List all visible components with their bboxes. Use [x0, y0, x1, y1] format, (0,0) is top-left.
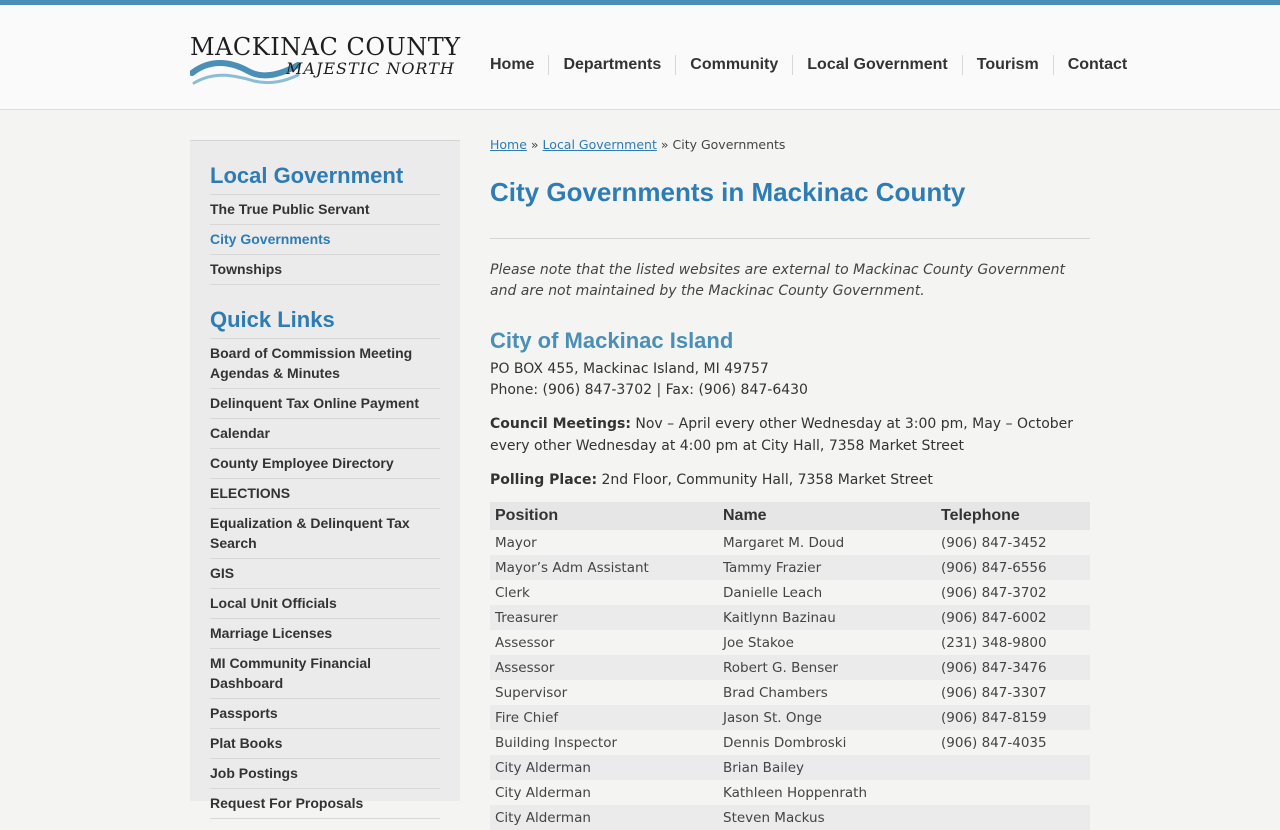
external-links-note: Please note that the listed websites are external to Mackinac County Government and are not maintained by the Mackinac County Government.: [490, 262, 1065, 299]
cell-position: Building Inspector: [495, 734, 618, 751]
table-row: [490, 605, 1090, 630]
cell-position: Treasurer: [490, 605, 718, 630]
breadcrumb-local-government[interactable]: Local Government: [542, 137, 657, 152]
council-meetings: [490, 413, 1090, 457]
sidebar-item-townships[interactable]: Townships: [210, 255, 440, 285]
sidebar: [190, 140, 460, 811]
table-row: [490, 655, 1090, 680]
table-row: [490, 555, 1090, 580]
cell-telephone: (906) 847-6002: [936, 605, 1090, 630]
cell-name: Jason St. Onge: [718, 705, 936, 730]
table-row: [490, 780, 1090, 805]
quick-link-gis[interactable]: GIS: [210, 559, 440, 589]
cell-telephone: (906) 847-4035: [941, 734, 1047, 751]
quick-link-employee-directory[interactable]: County Employee Directory: [210, 449, 440, 479]
phone-fax-line: Phone: (906) 847-3702 | Fax: (906) 847-6430: [490, 382, 808, 398]
breadcrumb-home[interactable]: Home: [490, 137, 527, 152]
quick-link-request-for-proposals[interactable]: Request For Proposals: [210, 789, 440, 819]
table-row: [490, 580, 1090, 605]
wave-icon: [190, 53, 300, 89]
sidebar-heading-quick-links: Quick Links: [210, 307, 335, 332]
cell-telephone: [936, 755, 1090, 780]
cell-position: City Alderman: [495, 784, 591, 801]
main-nav: [480, 55, 1141, 75]
sidebar-item-true-public-servant[interactable]: The True Public Servant: [210, 195, 440, 225]
nav-home[interactable]: Home: [490, 56, 535, 73]
breadcrumb-separator: »: [530, 137, 539, 152]
cell-telephone: (906) 847-8159: [936, 705, 1090, 730]
cell-position: Supervisor: [495, 684, 568, 701]
cell-telephone: (906) 847-3476: [936, 655, 1090, 680]
officials-table: [490, 502, 1090, 830]
cell-telephone: (906) 847-3702: [941, 584, 1047, 601]
quick-link-equalization[interactable]: Equalization & Delinquent Tax Search: [210, 509, 440, 559]
cell-telephone: [936, 780, 1090, 805]
logo-title: MACKINAC COUNTY: [190, 33, 461, 61]
nav-contact[interactable]: Contact: [1053, 55, 1142, 75]
quick-link-passports[interactable]: Passports: [210, 699, 440, 729]
main-content: [490, 135, 1090, 830]
cell-name: Tammy Frazier: [718, 555, 936, 580]
address-line: PO BOX 455, Mackinac Island, MI 49757: [490, 361, 769, 377]
table-header-row: [490, 502, 1090, 530]
sidebar-heading-local-government: Local Government: [210, 163, 404, 188]
cell-position: Fire Chief: [490, 705, 718, 730]
cell-position: Clerk: [495, 584, 530, 601]
breadcrumb-separator: »: [660, 137, 669, 152]
breadcrumb-current: City Governments: [672, 137, 786, 152]
cell-name: Brian Bailey: [718, 755, 936, 780]
cell-name: Danielle Leach: [723, 584, 823, 601]
quick-link-board-of-commission[interactable]: Board of Commission Meeting Agendas & Minutes: [210, 339, 440, 389]
cell-position: City Alderman: [490, 755, 718, 780]
cell-telephone: (906) 847-3452: [941, 534, 1047, 551]
quick-link-job-postings[interactable]: Job Postings: [210, 759, 440, 789]
cell-name: Kathleen Hoppenrath: [723, 784, 868, 801]
column-header-position: Position: [490, 502, 718, 530]
column-header-name: Name: [718, 502, 936, 530]
nav-local-government[interactable]: Local Government: [792, 55, 961, 75]
page-title: City Governments in Mackinac County: [490, 177, 966, 207]
polling-place-text: 2nd Floor, Community Hall, 7358 Market Street: [601, 472, 933, 488]
cell-position: Assessor: [490, 655, 718, 680]
breadcrumb: [490, 135, 1090, 155]
table-row: [490, 680, 1090, 705]
cell-position: City Alderman: [490, 805, 718, 830]
site-header: [0, 5, 1280, 110]
quick-link-plat-books[interactable]: Plat Books: [210, 729, 440, 759]
nav-departments[interactable]: Departments: [548, 55, 675, 75]
table-row: [490, 730, 1090, 755]
table-row: [490, 530, 1090, 555]
cell-telephone: (906) 847-3307: [941, 684, 1047, 701]
quick-link-calendar[interactable]: Calendar: [210, 419, 440, 449]
cell-telephone: (231) 348-9800: [941, 634, 1047, 651]
cell-position: Assessor: [495, 634, 555, 651]
city-address: [490, 359, 1090, 401]
quick-link-marriage-licenses[interactable]: Marriage Licenses: [210, 619, 440, 649]
cell-name: Brad Chambers: [723, 684, 828, 701]
polling-place-label: Polling Place:: [490, 472, 598, 488]
quick-link-elections[interactable]: ELECTIONS: [210, 479, 440, 509]
table-row: [490, 705, 1090, 730]
cell-name: Robert G. Benser: [718, 655, 936, 680]
sidebar-item-city-governments[interactable]: City Governments: [210, 225, 440, 255]
cell-name: Margaret M. Doud: [723, 534, 845, 551]
cell-name: Kaitlynn Bazinau: [718, 605, 936, 630]
cell-name: Joe Stakoe: [723, 634, 794, 651]
quick-links-menu: [210, 338, 440, 819]
local-government-menu: [210, 194, 440, 285]
nav-tourism[interactable]: Tourism: [962, 55, 1053, 75]
cell-position: Mayor’s Adm Assistant: [490, 555, 718, 580]
site-logo[interactable]: [190, 33, 462, 89]
quick-link-delinquent-tax-payment[interactable]: Delinquent Tax Online Payment: [210, 389, 440, 419]
city-heading: City of Mackinac Island: [490, 328, 734, 353]
quick-link-local-unit-officials[interactable]: Local Unit Officials: [210, 589, 440, 619]
cell-name: Steven Mackus: [718, 805, 936, 830]
cell-telephone: (906) 847-6556: [936, 555, 1090, 580]
column-header-telephone: Telephone: [936, 502, 1090, 530]
cell-telephone: [936, 805, 1090, 830]
cell-name: Dennis Dombroski: [723, 734, 847, 751]
polling-place: [490, 469, 1090, 491]
logo-subtitle: MAJESTIC NORTH: [286, 59, 455, 78]
table-row: [490, 805, 1090, 830]
title-divider: [490, 238, 1090, 239]
cell-position: Mayor: [495, 534, 537, 551]
council-meetings-label: Council Meetings:: [490, 416, 631, 432]
council-meetings-text: Nov – April every other Wednesday at 3:00 pm, May – October every other Wednesday at 4:00 pm at City Hall, 7358 Market Street: [490, 416, 1074, 454]
nav-community[interactable]: Community: [675, 55, 792, 75]
table-row: [490, 755, 1090, 780]
quick-link-financial-dashboard[interactable]: MI Community Financial Dashboard: [210, 649, 440, 699]
table-row: [490, 630, 1090, 655]
